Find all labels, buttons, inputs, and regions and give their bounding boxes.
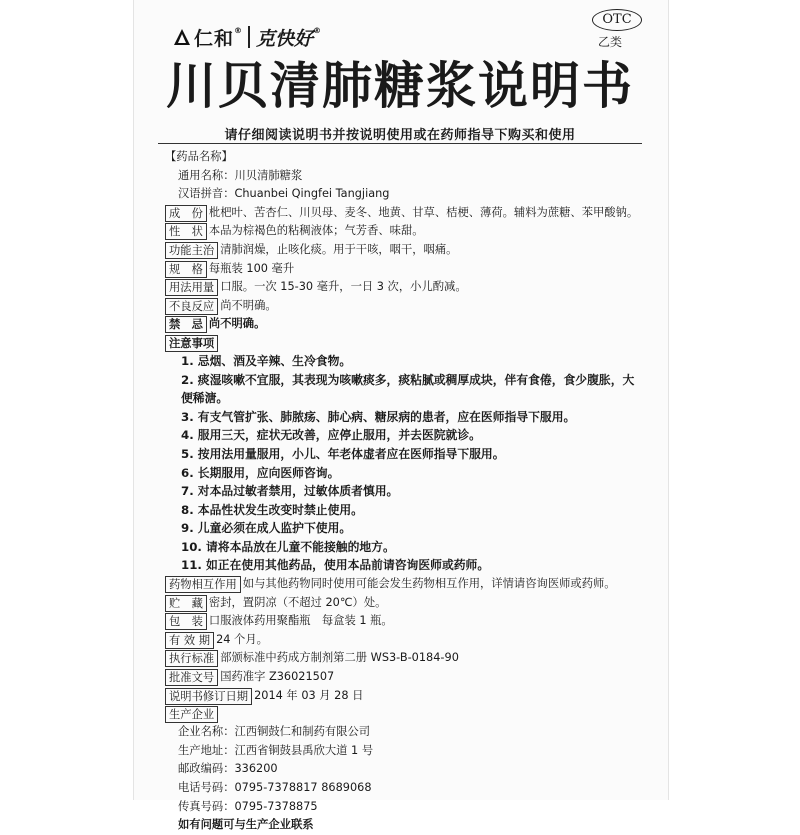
usage-warning: 请仔细阅读说明书并按说明使用或在药师指导下购买和使用 bbox=[224, 128, 576, 143]
field-row bbox=[165, 668, 645, 687]
field-row bbox=[165, 297, 645, 316]
precaution-item: 2. 痰湿咳嗽不宜服，其表现为咳嗽痰多，痰粘腻或稠厚成块，伴有食倦，食少腹胀，大便稀溏。 bbox=[181, 372, 635, 406]
field-label: 说明书修订日期 bbox=[165, 688, 252, 705]
field-value: 尚不明确。 bbox=[208, 317, 266, 331]
brand-divider bbox=[248, 26, 250, 48]
field-value: 如与其他药物同时使用可能会发生药物相互作用，详情请咨询医师或药师。 bbox=[242, 577, 616, 591]
renhe-logo-icon bbox=[172, 27, 192, 47]
field-value: 密封，置阴凉（不超过 20℃）处。 bbox=[208, 595, 387, 609]
precaution-item: 9. 儿童必须在成人监护下使用。 bbox=[181, 521, 352, 536]
field-value: 本品为棕褐色的粘稠液体；气芳香、味甜。 bbox=[208, 224, 424, 238]
field-label: 功能主治 bbox=[165, 242, 218, 259]
pinyin-name: 汉语拼音：Chuanbei Qingfei Tangjiang bbox=[178, 187, 390, 201]
registered-mark: ® bbox=[234, 25, 243, 35]
field-value: 部颁标准中药成方制剂第二册 WS3-B-0184-90 bbox=[220, 651, 459, 665]
field-label: 生产企业 bbox=[165, 706, 218, 723]
field-label: 有 效 期 bbox=[165, 632, 214, 649]
precaution-item: 6. 长期服用，应向医师咨询。 bbox=[181, 465, 340, 480]
registered-mark-2: ® bbox=[313, 25, 322, 35]
brand-primary: 仁和 bbox=[194, 27, 235, 50]
document-title: 川贝清肺糖浆说明书 bbox=[166, 57, 634, 115]
field-label: 性 状 bbox=[165, 223, 207, 240]
precautions-list bbox=[165, 352, 645, 575]
contact-footer: 如有问题可与生产企业联系 bbox=[178, 818, 314, 832]
company-fax: 传真号码：0795-7378875 bbox=[178, 799, 318, 813]
precaution-item: 7. 对本品过敏者禁用，过敏体质者慎用。 bbox=[181, 484, 399, 499]
field-label: 批准文号 bbox=[165, 669, 218, 686]
field-row bbox=[165, 222, 645, 241]
interaction-row bbox=[165, 575, 645, 594]
field-value: 枇杷叶、苦杏仁、川贝母、麦冬、地黄、甘草、桔梗、薄荷。辅料为蔗糖、苯甲酸钠。 bbox=[208, 205, 639, 219]
field-value: 口服液体药用聚酯瓶 每盒装 1 瓶。 bbox=[208, 614, 393, 628]
precaution-item: 8. 本品性状发生改变时禁止使用。 bbox=[181, 502, 363, 517]
brand-logo bbox=[172, 21, 321, 53]
precaution-item: 4. 服用三天，症状无改善，应停止服用，并去医院就诊。 bbox=[181, 428, 481, 443]
company-address: 生产地址：江西省铜鼓县禹欣大道 1 号 bbox=[178, 743, 374, 757]
precaution-item: 5. 按用法用量服用，小儿、年老体虚者应在医师指导下服用。 bbox=[181, 446, 505, 461]
field-row bbox=[165, 594, 645, 613]
field-row bbox=[165, 631, 645, 650]
precaution-item: 10. 请将本品放在儿童不能接触的地方。 bbox=[181, 539, 395, 554]
fields-list-2 bbox=[165, 594, 645, 706]
brand-secondary: 克快好 bbox=[256, 27, 314, 50]
field-value: 24 个月。 bbox=[216, 632, 268, 646]
manufacturer-heading bbox=[165, 705, 645, 723]
field-label: 规 格 bbox=[165, 261, 207, 278]
divider bbox=[158, 143, 642, 144]
field-label: 注意事项 bbox=[165, 335, 218, 352]
field-label: 贮 藏 bbox=[165, 595, 207, 612]
field-label: 成 份 bbox=[165, 205, 207, 222]
field-label: 用法用量 bbox=[165, 279, 218, 296]
field-label: 禁 忌 bbox=[165, 316, 207, 333]
field-row bbox=[165, 687, 645, 706]
precaution-item: 11. 如正在使用其他药品，使用本品前请咨询医师或药师。 bbox=[181, 558, 490, 573]
field-value: 尚不明确。 bbox=[220, 298, 277, 312]
field-label: 包 装 bbox=[165, 613, 207, 630]
leaflet-content bbox=[165, 148, 645, 835]
field-row bbox=[165, 315, 645, 334]
field-label: 药物相互作用 bbox=[165, 576, 241, 593]
field-value: 国药准字 Z36021507 bbox=[220, 670, 335, 684]
company-postcode: 邮政编码：336200 bbox=[178, 762, 278, 776]
precautions-heading bbox=[165, 334, 645, 352]
generic-name: 通用名称：川贝清肺糖浆 bbox=[178, 168, 303, 182]
company-phone: 电话号码：0795-7378817 8689068 bbox=[178, 781, 372, 794]
section-label: 【药品名称】 bbox=[165, 150, 233, 163]
company-name: 企业名称：江西铜鼓仁和制药有限公司 bbox=[178, 725, 371, 739]
precaution-item: 1. 忌烟、酒及辛辣、生冷食物。 bbox=[181, 353, 352, 368]
field-value: 口服。一次 15-30 毫升，一日 3 次，小儿酌减。 bbox=[220, 280, 467, 294]
field-row bbox=[165, 278, 645, 297]
field-row bbox=[165, 260, 645, 279]
field-row bbox=[165, 649, 645, 668]
field-label: 执行标准 bbox=[165, 650, 218, 667]
precaution-item: 3. 有支气管扩张、肺脓疡、肺心病、糖尿病的患者，应在医师指导下服用。 bbox=[181, 409, 576, 424]
fields-list bbox=[165, 204, 645, 334]
field-row bbox=[165, 204, 645, 223]
field-row bbox=[165, 612, 645, 631]
field-value: 每瓶装 100 毫升 bbox=[208, 261, 295, 275]
otc-badge: OTC bbox=[592, 9, 642, 31]
otc-category: 乙类 bbox=[598, 35, 623, 49]
field-value: 2014 年 03 月 28 日 bbox=[254, 688, 364, 702]
field-row bbox=[165, 241, 645, 260]
drug-name-heading bbox=[165, 148, 645, 167]
field-label: 不良反应 bbox=[165, 298, 218, 315]
field-value: 清肺润燥，止咳化痰。用于干咳，咽干，咽痛。 bbox=[220, 242, 458, 256]
